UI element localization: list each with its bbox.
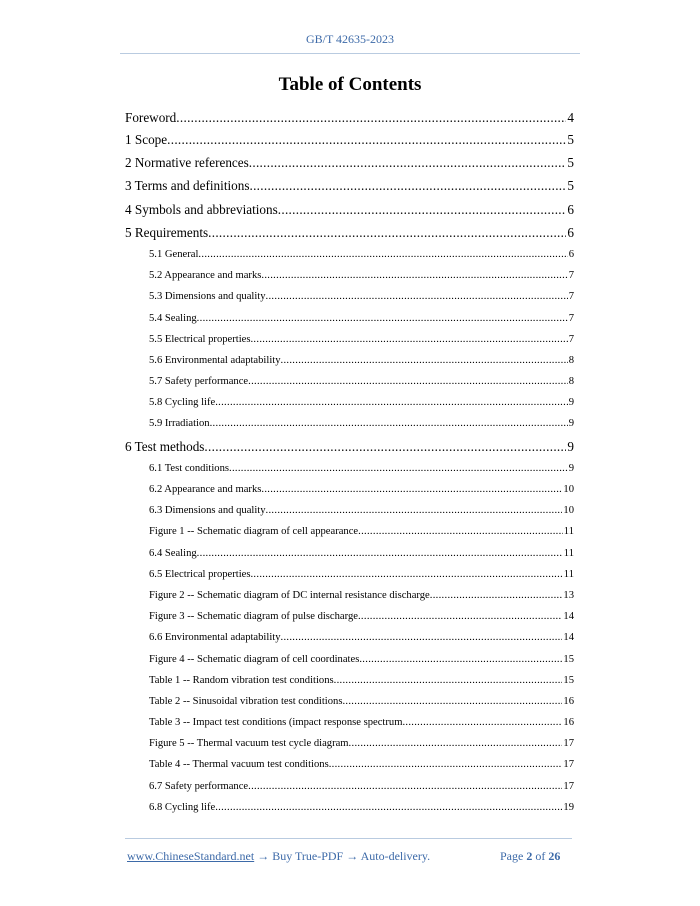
toc-entry-page: 19 [563,801,574,813]
toc-entry[interactable] [125,329,574,350]
toc-entry[interactable] [125,564,574,585]
toc-entry-page: 7 [568,291,574,303]
toc-entry-page: 6 [567,224,574,240]
toc-entry-title: Table 2 -- Sinusoidal vibration test conditions [149,695,343,707]
toc-dot-leader [197,308,568,329]
toc-dot-leader [266,286,568,307]
toc-entry[interactable] [125,797,574,818]
toc-entry[interactable] [125,128,574,151]
toc-entry-page: 7 [568,333,574,345]
toc-dot-leader [249,151,567,174]
toc-entry[interactable] [125,500,574,521]
toc-dot-leader [197,543,563,564]
toc-dot-leader [402,712,562,733]
toc-entry-title: Figure 2 -- Schematic diagram of DC internal resistance discharge [149,589,430,601]
toc-entry-page: 9 [568,462,574,474]
toc-entry[interactable] [125,543,574,564]
toc-entry-title: 4 Symbols and abbreviations [125,201,278,217]
toc-dot-leader [250,329,567,350]
page-indicator [500,849,560,864]
toc-entry[interactable] [125,458,574,479]
toc-dot-leader [176,106,566,128]
toc-entry-page: 9 [567,438,574,454]
toc-dot-leader [281,350,568,371]
toc-entry-page: 14 [563,611,574,623]
toc-entry-title: 2 Normative references [125,155,249,171]
toc-dot-leader [266,500,563,521]
toc-entry[interactable] [125,776,574,797]
toc-dot-leader [349,733,563,754]
page-label: Page [500,849,524,863]
toc-entry[interactable] [125,308,574,329]
toc-entry[interactable] [125,521,574,542]
toc-dot-leader [430,585,563,606]
toc-entry-page: 5 [567,155,574,171]
toc-entry-page: 14 [563,632,574,644]
toc-entry-title: 5.7 Safety performance [149,376,249,388]
toc-entry-page: 10 [563,484,574,495]
toc-dot-leader [358,521,563,542]
toc-entry-title: Figure 3 -- Schematic diagram of pulse discharge [149,611,358,623]
toc-entry-title: 5.2 Appearance and marks [149,270,262,282]
toc-entry-title: 5.8 Cycling life [149,397,216,409]
toc-entry-title: 6.7 Safety performance [149,780,249,792]
toc-entry-page: 8 [568,376,574,388]
toc-entry-title: 6.4 Sealing [149,547,197,559]
toc-entry[interactable] [125,606,574,627]
toc-entry[interactable] [125,392,574,413]
toc-dot-leader [261,265,567,286]
toc-entry-title: 5.5 Electrical properties [149,333,251,345]
toc-dot-leader [358,606,562,627]
toc-entry-page: 17 [563,738,574,750]
toc-dot-leader [248,371,568,392]
page-of-label: of [535,849,546,863]
toc-entry-title: Foreword [125,110,177,125]
toc-entry-page: 5 [567,178,574,194]
chinesestandard-link[interactable]: www.ChineseStandard.net [127,849,255,863]
toc-entry[interactable] [125,350,574,371]
toc-entry[interactable] [125,244,574,265]
toc-entry[interactable] [125,413,574,434]
table-of-contents [125,106,574,818]
toc-dot-leader [342,691,562,712]
toc-entry-page: 16 [563,695,574,707]
toc-entry[interactable] [125,151,574,174]
toc-dot-leader [208,221,566,244]
toc-entry[interactable] [125,754,574,775]
toc-entry[interactable] [125,627,574,648]
toc-dot-leader [167,128,566,151]
toc-entry-page: 11 [563,526,574,538]
toc-dot-leader [215,797,562,818]
footer-promo-text: → Buy True-PDF → Auto-delivery. [254,849,431,863]
toc-entry-page: 9 [568,397,574,409]
toc-entry[interactable] [125,106,574,128]
toc-dot-leader [278,198,567,221]
current-page-number: 2 [526,849,533,863]
toc-entry-page: 8 [568,354,574,366]
toc-dot-leader [249,174,566,197]
toc-entry-title: 1 Scope [125,132,168,147]
toc-entry-title: 6.8 Cycling life [149,801,216,813]
toc-entry-page: 9 [568,418,574,430]
toc-entry-title: 6.1 Test conditions [149,462,229,474]
toc-entry-title: 5 Requirements [125,224,209,240]
toc-entry-title: Table 4 -- Thermal vacuum test conditions [149,759,329,771]
toc-dot-leader [229,458,568,479]
toc-entry-title: Table 3 -- Impact test conditions (impact response spectrum [149,717,403,729]
toc-entry[interactable] [125,649,574,670]
toc-entry-title: 3 Terms and definitions [125,178,250,194]
toc-entry-title: Table 1 -- Random vibration test conditions [149,674,334,686]
toc-entry-page: 7 [568,312,574,324]
toc-entry-page: 6 [568,248,574,260]
document-code-header: GB/T 42635-2023 [305,32,395,46]
toc-dot-leader [248,776,562,797]
toc-entry-title: 5.4 Sealing [149,312,197,324]
toc-dot-leader [281,627,563,648]
toc-dot-leader [359,649,562,670]
toc-entry-title: 6.2 Appearance and marks [149,484,262,495]
toc-dot-leader [334,670,563,691]
toc-dot-leader [250,564,562,585]
toc-entry[interactable] [125,479,574,500]
toc-entry-title: 6.5 Electrical properties [149,568,251,580]
toc-entry-title: 6.3 Dimensions and quality [149,505,266,517]
toc-entry[interactable] [125,265,574,286]
toc-entry-page: 16 [563,717,574,729]
toc-entry-title: 5.9 Irradiation [149,418,210,430]
toc-dot-leader [215,392,568,413]
toc-entry-title: 6 Test methods [125,438,205,454]
toc-dot-leader [329,754,563,775]
toc-entry-title: Figure 4 -- Schematic diagram of cell coordinates [149,653,360,665]
toc-entry[interactable] [125,585,574,606]
toc-entry-title: Figure 5 -- Thermal vacuum test cycle diagram [149,738,349,750]
toc-dot-leader [204,435,566,458]
toc-entry[interactable] [125,435,574,458]
toc-entry-title: 5.6 Environmental adaptability [149,354,281,366]
toc-entry-page: 4 [567,110,574,125]
toc-dot-leader [261,479,562,500]
toc-entry-page: 15 [563,674,574,686]
toc-entry[interactable] [125,670,574,691]
toc-entry-title: 5.1 General [149,248,199,260]
total-pages-number: 26 [548,849,561,863]
header-divider [120,53,580,54]
toc-entry-title: 6.6 Environmental adaptability [149,632,281,644]
toc-entry-page: 17 [563,759,574,771]
toc-entry-title: Figure 1 -- Schematic diagram of cell appearance [149,526,359,538]
toc-entry-title: 5.3 Dimensions and quality [149,291,266,303]
footer-divider [125,838,572,839]
toc-entry-page: 13 [563,589,574,601]
toc-entry-page: 17 [563,780,574,792]
toc-entry[interactable] [125,286,574,307]
toc-entry-page: 11 [563,568,574,580]
toc-entry[interactable] [125,712,574,733]
toc-entry-page: 7 [568,270,574,282]
toc-title: Table of Contents [278,74,422,95]
toc-entry[interactable] [125,198,574,221]
toc-entry-page: 6 [567,201,574,217]
footer-promo [127,849,430,864]
toc-entry-page: 11 [563,547,574,559]
toc-entry[interactable] [125,371,574,392]
toc-entry[interactable] [125,221,574,244]
toc-entry[interactable] [125,174,574,197]
toc-entry[interactable] [125,733,574,754]
toc-dot-leader [210,413,568,434]
toc-entry-page: 15 [563,653,574,665]
toc-entry[interactable] [125,691,574,712]
toc-entry-page: 5 [567,132,574,147]
toc-dot-leader [198,244,567,265]
toc-entry-page: 10 [563,505,574,517]
